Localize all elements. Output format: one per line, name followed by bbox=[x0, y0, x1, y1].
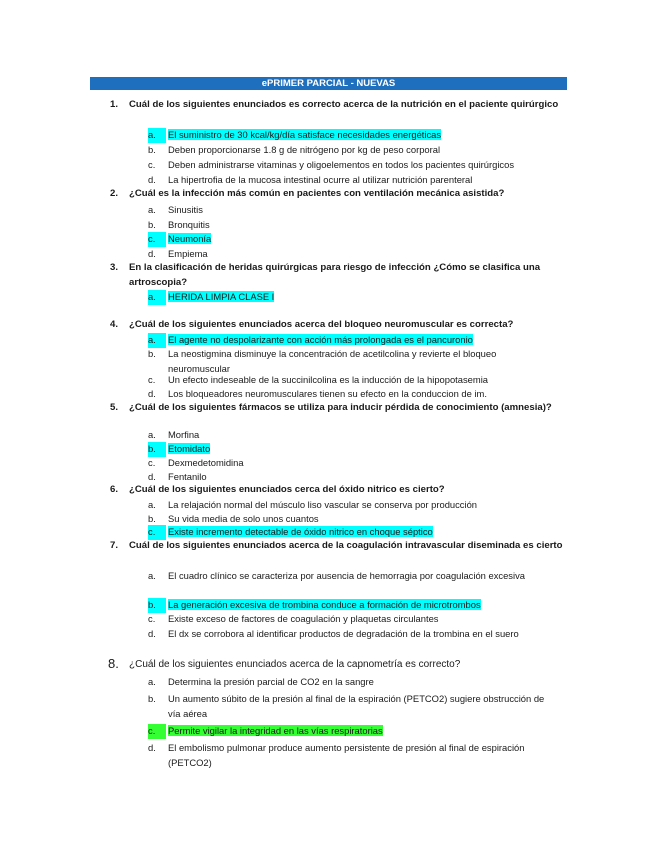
option-text: Su vida media de solo unos cuantos bbox=[168, 513, 319, 524]
option-letter: c. bbox=[148, 232, 166, 247]
option-letter: a. bbox=[148, 204, 156, 215]
question-number: 6. bbox=[110, 484, 119, 495]
option-letter: d. bbox=[148, 388, 156, 399]
question-text: Cuál de los siguientes enunciados es correcto acerca de la nutrición en el paciente quirúrgico bbox=[129, 99, 559, 110]
option-4b bbox=[148, 347, 558, 376]
option-letter: d. bbox=[148, 248, 156, 259]
option-2c bbox=[148, 232, 558, 247]
option-letter: a. bbox=[148, 570, 156, 581]
option-letter: c. bbox=[148, 374, 156, 385]
option-letter: b. bbox=[148, 513, 156, 524]
option-text: Empiema bbox=[168, 248, 208, 259]
question-text: ¿Cuál es la infección más común en pacientes con ventilación mecánica asistida? bbox=[129, 188, 505, 199]
option-8c bbox=[148, 724, 558, 739]
option-letter: b. bbox=[148, 348, 156, 359]
option-text: Bronquitis bbox=[168, 219, 210, 230]
option-6a bbox=[148, 498, 558, 513]
option-8b bbox=[148, 692, 558, 721]
question-4 bbox=[110, 318, 565, 333]
question-number: 4. bbox=[110, 319, 119, 330]
option-text: Fentanilo bbox=[168, 471, 207, 482]
option-letter: d. bbox=[148, 628, 156, 639]
option-text: La hipertrofia de la mucosa intestinal ocurre al utilizar nutrición parenteral bbox=[168, 174, 473, 185]
option-5a bbox=[148, 428, 558, 443]
question-text: ¿Cuál de los siguientes enunciados cerca del óxido nitrico es cierto? bbox=[129, 484, 445, 495]
option-letter: b. bbox=[148, 442, 166, 457]
option-letter: d. bbox=[148, 471, 156, 482]
option-5c bbox=[148, 456, 558, 471]
option-text: Sinusitis bbox=[168, 204, 203, 215]
option-letter: c. bbox=[148, 457, 156, 468]
option-text: La relajación normal del músculo liso vascular se conserva por producción bbox=[168, 499, 478, 510]
option-text: La generación excesiva de trombina conduce a formación de microtrombos bbox=[168, 599, 481, 610]
option-letter: c. bbox=[148, 525, 166, 540]
option-8d bbox=[148, 741, 558, 770]
option-1a bbox=[148, 128, 558, 143]
question-2 bbox=[110, 187, 565, 202]
option-5b bbox=[148, 442, 558, 457]
option-6c bbox=[148, 525, 558, 540]
option-text: Existe incremento detectable de óxido nitrico en choque séptico bbox=[168, 526, 433, 537]
option-3a bbox=[148, 290, 558, 305]
option-8a bbox=[148, 675, 558, 690]
question-text: ¿Cuál de los siguientes fármacos se utiliza para inducir pérdida de conocimiento (amnesia)? bbox=[129, 402, 552, 413]
option-letter: a. bbox=[148, 290, 166, 305]
option-letter: b. bbox=[148, 144, 156, 155]
question-number: 1. bbox=[110, 99, 119, 110]
question-text: Cuál de los siguientes enunciados acerca de la coagulación intravascular diseminada es cierto bbox=[129, 540, 563, 551]
option-letter: a. bbox=[148, 429, 156, 440]
option-text: La neostigmina disminuye la concentración de acetilcolina y revierte el bloqueo neuromuscular bbox=[168, 348, 497, 374]
question-number: 5. bbox=[110, 402, 119, 413]
option-letter: c. bbox=[148, 613, 156, 624]
option-text: El dx se corrobora al identificar productos de degradación de la trombina en el suero bbox=[168, 628, 519, 639]
option-text: Un efecto indeseable de la succinilcolina es la inducción de la hipopotasemia bbox=[168, 374, 488, 385]
question-number: 8. bbox=[108, 656, 119, 671]
question-text: ¿Cuál de los siguientes enunciados acerca de la capnometría es correcto? bbox=[129, 659, 461, 670]
option-text: Existe exceso de factores de coagulación y plaquetas circulantes bbox=[168, 613, 439, 624]
option-text: Deben administrarse vitaminas y oligoelementos en todos los pacientes quirúrgicos bbox=[168, 159, 515, 170]
question-6 bbox=[110, 483, 565, 498]
option-letter: c. bbox=[148, 159, 156, 170]
option-text: El cuadro clínico se caracteriza por ausencia de hemorragia por coagulación excesiva bbox=[168, 570, 525, 581]
option-7d bbox=[148, 627, 558, 642]
option-text: Un aumento súbito de la presión al final de la espiración (PETCO2) sugiere obstrucción de vía aérea bbox=[168, 693, 545, 719]
question-7 bbox=[110, 539, 565, 554]
question-5 bbox=[110, 401, 565, 416]
option-letter: a. bbox=[148, 333, 166, 348]
option-letter: d. bbox=[148, 174, 156, 185]
question-number: 2. bbox=[110, 188, 119, 199]
option-text: El agente no despolarizante con acción más prolongada es el pancuronio bbox=[168, 334, 473, 345]
document-header: ePRIMER PARCIAL - NUEVAS bbox=[90, 77, 567, 90]
option-text: Neumonía bbox=[168, 233, 212, 244]
option-1c bbox=[148, 158, 558, 173]
question-8 bbox=[110, 658, 565, 673]
question-text: En la clasificación de heridas quirúrgicas para riesgo de infección ¿Cómo se clasifica una artroscopia? bbox=[129, 262, 541, 288]
option-text: Determina la presión parcial de CO2 en la sangre bbox=[168, 676, 374, 687]
option-2d bbox=[148, 247, 558, 262]
option-text: Dexmedetomidina bbox=[168, 457, 244, 468]
option-text: Deben proporcionarse 1.8 g de nitrógeno por kg de peso corporal bbox=[168, 144, 441, 155]
question-text: ¿Cuál de los siguientes enunciados acerca del bloqueo neuromuscular es correcta? bbox=[129, 319, 514, 330]
option-letter: a. bbox=[148, 499, 156, 510]
option-4c bbox=[148, 373, 558, 388]
option-2a bbox=[148, 203, 558, 218]
option-letter: c. bbox=[148, 724, 166, 739]
option-text: El embolismo pulmonar produce aumento persistente de presión al final de espiración (PETCO2) bbox=[168, 742, 525, 768]
option-letter: b. bbox=[148, 219, 156, 230]
option-7c bbox=[148, 612, 558, 627]
option-letter: b. bbox=[148, 598, 166, 613]
option-7b bbox=[148, 598, 558, 613]
option-text: El suministro de 30 kcal/kg/día satisface necesidades energéticas bbox=[168, 129, 442, 140]
option-text: Morfina bbox=[168, 429, 200, 440]
option-letter: b. bbox=[148, 693, 156, 704]
question-1 bbox=[110, 98, 565, 113]
option-2b bbox=[148, 218, 558, 233]
option-text: Los bloqueadores neuromusculares tienen su efecto en la conduccion de im. bbox=[168, 388, 487, 399]
option-7a bbox=[148, 569, 558, 584]
question-3 bbox=[110, 261, 565, 290]
option-text: HERIDA LIMPIA CLASE I bbox=[168, 291, 275, 302]
option-4d bbox=[148, 387, 558, 402]
option-letter: d. bbox=[148, 742, 156, 753]
option-1b bbox=[148, 143, 558, 158]
option-letter: a. bbox=[148, 676, 156, 687]
option-text: Etomidato bbox=[168, 443, 211, 454]
option-letter: a. bbox=[148, 128, 166, 143]
question-number: 3. bbox=[110, 262, 119, 273]
option-1d bbox=[148, 173, 558, 188]
question-number: 7. bbox=[110, 540, 119, 551]
option-text: Permite vigilar la integridad en las vías respiratorias bbox=[168, 725, 383, 736]
option-4a bbox=[148, 333, 558, 348]
